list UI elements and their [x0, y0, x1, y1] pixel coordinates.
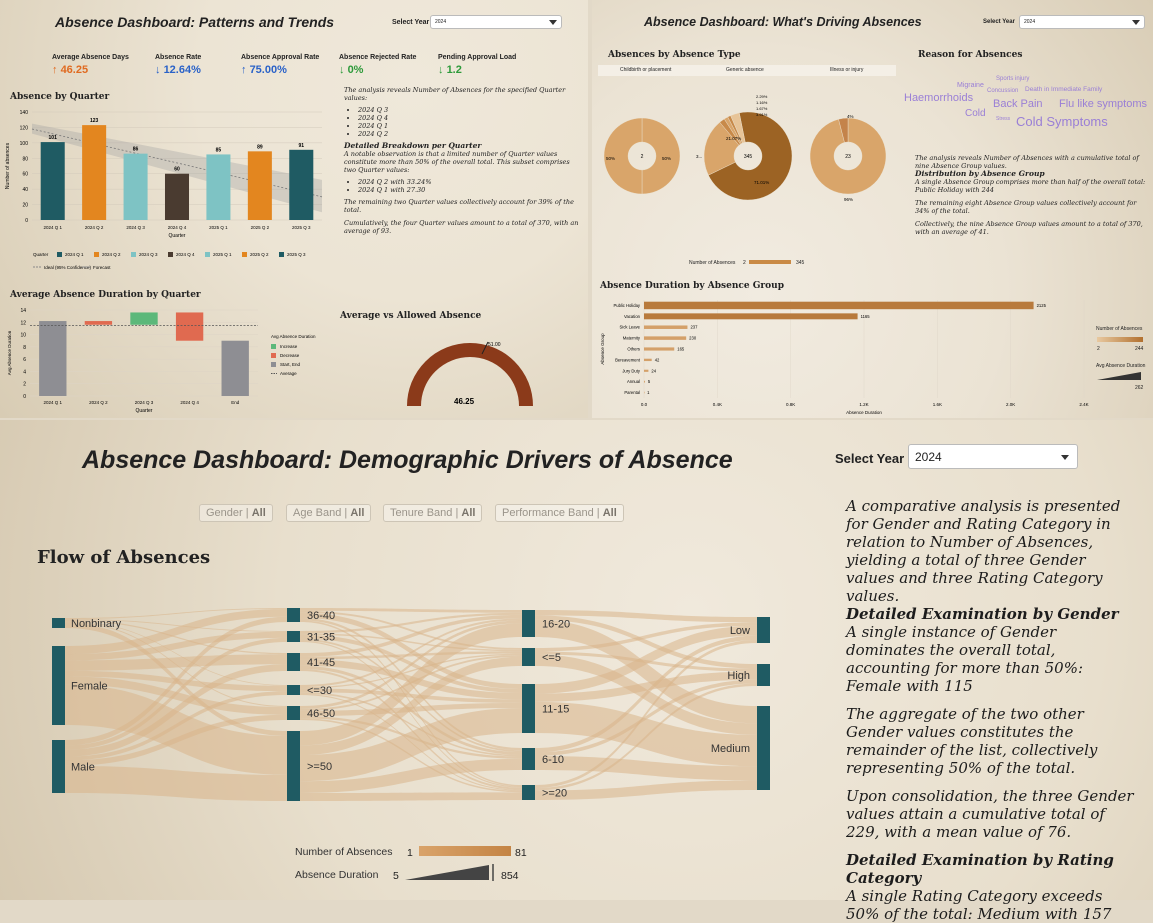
- y-tick-label: 20: [22, 202, 28, 209]
- duration-chart-title: Average Absence Duration by Quarter: [10, 290, 201, 300]
- kpi-value: ↓ 1.2: [438, 64, 462, 76]
- year-select-value: 2024: [1024, 19, 1036, 25]
- x-tick-label: 0.0: [640, 402, 648, 407]
- kpi-label: Absence Rate: [155, 54, 202, 61]
- legend-label: Number of Absences: [295, 846, 393, 858]
- x-axis-title: Quarter: [135, 408, 153, 414]
- y-tick-label: Sick Leave: [619, 324, 640, 330]
- donut-total: 345: [743, 154, 753, 160]
- sankey-node-label: 41-45: [307, 657, 336, 669]
- sankey-node-label: Male: [71, 761, 95, 774]
- data-label: 60: [174, 166, 180, 173]
- bar: [248, 151, 272, 220]
- x-tick-label: 2024 Q 2: [84, 225, 104, 230]
- waterfall-bar: [130, 312, 157, 324]
- sankey-node-label: 6-10: [542, 754, 565, 766]
- demographic-narrative: A comparative analysis is presented for Gender and Rating Category in relation to Number of Absences, yielding a total of three Gender values and three Rating Category values. Detailed Examination by Gender A single instance of Gender dominates the overall total, accounting for more than 50%: Female with 115 The aggregate of the two other Gender values constitutes the remainder of the list, collectively representing 50% of the total. Upon consolidation, the three Gender values attain a cumulative total of 229, with a mean value of 76. Detailed Examination by Rating Category A single Rating Category exceeds 50% of the total: Medium with 157: [846, 497, 1134, 923]
- word: Death in Immediate Family: [1025, 86, 1103, 93]
- x-tick-label: 1.2K: [859, 402, 869, 407]
- bar: [644, 392, 645, 394]
- select-year-label: Select Year: [835, 451, 905, 466]
- duration-waterfall-chart: [0, 302, 330, 417]
- sankey-node: [287, 653, 300, 671]
- y-tick-label: Annual: [626, 379, 640, 385]
- data-label: 123: [89, 118, 99, 125]
- sankey-node-label: Low: [729, 625, 750, 637]
- sankey-node: [287, 731, 300, 801]
- sankey-node: [522, 610, 535, 637]
- legend-label: 2025 Q 1: [213, 252, 232, 257]
- legend-title: Quarter: [33, 252, 49, 257]
- legend-label: 2024 Q 2: [102, 252, 121, 257]
- legend-size-wedge: [405, 863, 497, 883]
- chevron-down-icon: [1061, 455, 1069, 460]
- slice-label: 21.07%: [726, 136, 742, 141]
- sankey-node: [52, 740, 65, 793]
- slice-label: 3.91%: [756, 112, 768, 117]
- data-label: 165: [677, 346, 685, 352]
- legend-min: 5: [393, 870, 399, 882]
- kpi-value: ↑ 46.25: [52, 64, 89, 76]
- kpi-value: ↑ 75.00%: [241, 64, 287, 76]
- absence-group-narrative: The analysis reveals Number of Absences with a cumulative total of nine Absence Group values. Distribution by Absence Group A single Absence Group comprises more than half of the overall total: Public Holiday with 244 The remaining eight Absence Group values collectively account for 34% of the total. Collectively, the nine Absence Group values amount to a total of 370, with an average of 41.: [915, 154, 1146, 236]
- word: Sports injury: [996, 76, 1030, 82]
- legend-label: 2024 Q 3: [139, 252, 158, 257]
- y-tick-label: 0: [23, 394, 26, 400]
- filter-age-band[interactable]: Age Band | All: [286, 504, 371, 522]
- wordcloud-title: Reason for Absences: [918, 50, 1023, 60]
- page-title: Absence Dashboard: Patterns and Trends: [55, 14, 335, 30]
- bar: [644, 381, 645, 383]
- slice-label: 50%: [606, 156, 616, 161]
- legend-swatch: [271, 344, 276, 349]
- select-year-label: Select Year: [392, 19, 430, 26]
- donut-legend-min: 2: [743, 260, 746, 266]
- x-tick-label: 0.4K: [712, 402, 722, 407]
- sankey-node-label: 31-35: [307, 631, 336, 644]
- slice-label: 71.01%: [754, 180, 770, 185]
- year-select[interactable]: [1019, 15, 1145, 29]
- y-tick-label: Bereavement: [615, 357, 640, 363]
- y-tick-label: Public Holiday: [613, 302, 640, 308]
- bar: [644, 347, 674, 350]
- donut-total: 23: [845, 154, 851, 160]
- bar: [82, 125, 106, 220]
- sankey-node-label: Female: [71, 680, 108, 693]
- y-tick-label: 14: [20, 308, 26, 314]
- slice-label: 4%: [847, 114, 854, 119]
- y-tick-label: 100: [19, 140, 28, 147]
- flow-ribbon: [300, 792, 522, 801]
- sankey-node-label: Nonbinary: [71, 618, 122, 630]
- bar: [644, 370, 648, 372]
- legend-label: Ideal (95% Confidence): [44, 265, 92, 270]
- donut-slice: [642, 118, 680, 194]
- x-tick-label: 1.6K: [932, 402, 942, 407]
- slice-label: 1.16%: [756, 100, 768, 105]
- sankey-node-label: >=20: [542, 787, 568, 800]
- y-axis-title: Absence Group: [600, 333, 605, 365]
- sankey-node-label: 11-15: [542, 703, 570, 716]
- filter-tenure-band[interactable]: Tenure Band | All: [383, 504, 482, 522]
- kpi-label: Pending Approval Load: [438, 54, 517, 61]
- legend-label: Increase: [280, 344, 298, 349]
- year-select[interactable]: [430, 15, 562, 29]
- x-tick-label: 2024 Q 4: [180, 400, 199, 405]
- waterfall-bar: [39, 321, 66, 396]
- donut-legend-max: 345: [796, 260, 805, 266]
- legend-min: 1: [407, 847, 413, 859]
- x-tick-label: 2025 Q 1: [209, 225, 228, 230]
- y-tick-label: Maternity: [622, 335, 640, 341]
- bar: [644, 313, 858, 319]
- y-tick-label: 12: [20, 320, 26, 327]
- y-axis-title: Avg Absence Duration: [7, 330, 12, 376]
- legend-label: 2025 Q 2: [250, 252, 269, 257]
- sankey-node-label: 16-20: [542, 618, 571, 631]
- bar: [41, 142, 65, 220]
- gauge-title: Average vs Allowed Absence: [340, 311, 482, 321]
- sankey-node-label: Medium: [710, 743, 750, 755]
- x-tick-label: 2.0K: [1006, 402, 1016, 407]
- word: Concussion: [987, 88, 1019, 94]
- legend-swatch: [279, 252, 284, 257]
- y-tick-label: 2: [23, 381, 26, 388]
- y-tick-label: 0: [25, 218, 28, 224]
- legend-label: Absence Duration: [295, 869, 379, 881]
- data-label: 230: [689, 335, 697, 341]
- donut-header: Illness or injury: [830, 67, 864, 73]
- data-label: 5: [647, 379, 651, 385]
- legend-title: Avg Absence Duration: [271, 334, 316, 339]
- filter-performance-band[interactable]: Performance Band | All: [495, 504, 624, 522]
- legend-color-bar: [1097, 337, 1143, 342]
- slice-label: 2.29%: [756, 94, 768, 99]
- flow-title: Flow of Absences: [37, 547, 211, 568]
- legend-swatch: [131, 252, 136, 257]
- y-tick-label: Jury Duty: [622, 368, 640, 374]
- legend-swatch: [205, 252, 210, 257]
- data-label: 1165: [860, 313, 870, 319]
- legend-swatch: [57, 252, 62, 257]
- legend-swatch: [271, 353, 276, 358]
- slice-label: 1.67%: [756, 106, 768, 111]
- x-tick-label: 2025 Q 3: [292, 225, 311, 230]
- data-label: 237: [690, 324, 698, 330]
- sankey-node-label: <=30: [307, 685, 333, 697]
- legend-max: 244: [1135, 346, 1144, 352]
- panel-whats-driving: [592, 0, 1153, 418]
- gauge-max-label: 51.00: [488, 342, 501, 348]
- x-tick-label: 0.8K: [786, 402, 796, 407]
- y-tick-label: 6: [23, 357, 26, 364]
- y-tick-label: 4: [23, 369, 26, 376]
- legend-max: 854: [501, 870, 519, 882]
- bar: [644, 302, 1034, 310]
- sankey-flow-chart: [0, 600, 800, 810]
- sankey-node-label: 36-40: [307, 610, 336, 622]
- data-label: 86: [132, 146, 139, 153]
- legend-label: Decrease: [280, 353, 300, 358]
- quarter-bar-chart: [0, 104, 330, 274]
- kpi-label: Absence Approval Rate: [241, 54, 320, 61]
- y-tick-label: 60: [22, 171, 28, 178]
- data-label: 42: [654, 357, 660, 363]
- x-tick-label: End: [231, 400, 240, 405]
- donut-total: 2: [640, 154, 644, 160]
- sankey-node: [757, 706, 770, 790]
- x-axis-title: Quarter: [168, 233, 186, 239]
- word: Haemorrhoids: [904, 92, 974, 104]
- bar: [644, 336, 686, 339]
- legend-label: 2024 Q 1: [65, 252, 84, 257]
- waterfall-bar: [85, 321, 112, 325]
- panel-patterns-trends: [0, 0, 588, 418]
- x-tick-label: 2024 Q 3: [134, 400, 154, 405]
- y-tick-label: 8: [23, 344, 26, 351]
- donut-header: Generic absence: [726, 67, 764, 73]
- legend-swatch: [168, 252, 173, 257]
- word: Back Pain: [993, 98, 1043, 110]
- legend-wedge: [1097, 372, 1141, 380]
- legend-label: Average: [280, 371, 297, 376]
- gauge-value: 46.25: [454, 397, 475, 406]
- slice-label: 50%: [662, 156, 672, 161]
- word: Cold Symptoms: [1016, 114, 1108, 129]
- bar: [124, 154, 148, 220]
- bar: [165, 174, 189, 220]
- legend-label: Start, End: [280, 362, 301, 367]
- legend-label: Forecast: [93, 265, 111, 270]
- chevron-down-icon: [1132, 20, 1140, 25]
- flow-ribbon: [535, 780, 757, 800]
- donut-legend-label: Number of Absences: [689, 260, 736, 266]
- data-label: 101: [48, 135, 57, 142]
- sankey-node-label: High: [727, 670, 750, 682]
- quarter-narrative: The analysis reveals Number of Absences for the specified Quarter values: • 2024 Q 3 • 2024 Q 4 • 2024 Q 1 • 2024 Q 2 Detailed Breakdown per Quarter A notable observation is that a limited number of Quarter values constitute more than 50% of the overall total. This subset comprises two Quarter values: • 2024 Q 2 with 33.24% • 2024 Q 1 with 27.30 The remaining two Quarter values collectively account for 39% of the total. Cumulatively, the four Quarter values amount to a total of 370, with an average of 93.: [344, 86, 579, 235]
- sankey-node: [757, 617, 770, 643]
- y-tick-label: 40: [22, 187, 28, 194]
- x-tick-label: 2024 Q 4: [167, 225, 187, 230]
- year-select-value: 2024: [435, 19, 447, 25]
- donut-title: Absences by Absence Type: [608, 50, 741, 60]
- word: Cold: [965, 108, 986, 119]
- x-tick-label: 2025 Q 2: [250, 225, 270, 230]
- y-tick-label: 10: [20, 332, 26, 339]
- panel-demographic-drivers: [0, 420, 1153, 923]
- legend-label: Number of Absences: [1096, 326, 1143, 332]
- donut-header-bar: [598, 65, 896, 76]
- page-title: Absence Dashboard: Demographic Drivers of Absence: [82, 446, 733, 474]
- legend-color-bar: [419, 846, 511, 856]
- sankey-node: [522, 648, 535, 666]
- y-tick-label: Others: [627, 346, 640, 352]
- sankey-node-label: 46-50: [307, 708, 336, 720]
- sankey-node: [757, 664, 770, 686]
- kpi-value: ↓ 0%: [339, 64, 364, 76]
- legend-swatch: [242, 252, 247, 257]
- word-cloud: [901, 74, 1151, 134]
- sankey-node: [287, 608, 300, 622]
- waterfall-bar: [222, 341, 249, 396]
- group-duration-title: Absence Duration by Absence Group: [600, 281, 785, 291]
- x-tick-label: 2024 Q 2: [89, 400, 108, 405]
- legend-max: 81: [515, 847, 527, 859]
- sankey-node: [52, 646, 65, 725]
- year-select[interactable]: [908, 444, 1078, 469]
- y-tick-label: 120: [19, 125, 28, 132]
- x-tick-label: 2024 Q 1: [43, 400, 63, 405]
- y-axis-title: Number of absences: [5, 142, 11, 190]
- y-tick-label: 140: [19, 110, 28, 116]
- donut-legend-bar: [749, 260, 791, 264]
- sankey-node: [287, 631, 300, 642]
- x-tick-label: 2.4K: [1079, 402, 1089, 407]
- chevron-down-icon: [549, 20, 557, 25]
- sankey-node: [287, 706, 300, 720]
- kpi-value: ↓ 12.64%: [155, 64, 201, 76]
- y-tick-label: Vacation: [624, 313, 640, 319]
- donut-charts: [598, 80, 898, 220]
- data-label: 24: [651, 368, 657, 374]
- filter-gender[interactable]: Gender | All: [199, 504, 273, 522]
- year-select-value: 2024: [915, 450, 942, 464]
- legend-max: 262: [1135, 385, 1144, 391]
- bar: [289, 150, 313, 220]
- page-title: Absence Dashboard: What's Driving Absences: [644, 15, 922, 29]
- sankey-node-label: <=5: [542, 652, 561, 664]
- sankey-node: [52, 618, 65, 628]
- bar: [644, 325, 687, 329]
- bar: [206, 154, 230, 220]
- sankey-node: [522, 684, 535, 733]
- donut-header: Childbirth or placement: [620, 67, 672, 73]
- x-tick-label: 2024 Q 1: [43, 225, 62, 230]
- data-label: 85: [215, 147, 222, 154]
- word: Flu like symptoms: [1059, 98, 1148, 110]
- data-label: 91: [298, 142, 305, 149]
- sankey-node: [522, 785, 535, 800]
- select-year-label: Select Year: [983, 19, 1015, 25]
- kpi-label: Absence Rejected Rate: [339, 54, 417, 61]
- waterfall-bar: [176, 312, 203, 340]
- y-tick-label: 80: [22, 156, 28, 163]
- gauge-chart: [400, 330, 540, 418]
- data-label: 89: [257, 144, 263, 151]
- slice-label: 3...: [696, 154, 703, 159]
- data-label: 2125: [1036, 302, 1046, 308]
- legend-min: 2: [1097, 346, 1100, 352]
- y-tick-label: Parental: [624, 390, 640, 396]
- word: Stress: [996, 116, 1011, 122]
- bar: [644, 359, 652, 361]
- legend-label: Avg Absence Duration: [1096, 363, 1146, 369]
- data-label: 1: [647, 390, 650, 396]
- legend-swatch: [271, 362, 276, 367]
- legend-wedge: [405, 865, 489, 880]
- legend-size-wedge: [1097, 371, 1145, 383]
- x-tick-label: 2024 Q 3: [126, 225, 145, 230]
- quarter-chart-title: Absence by Quarter: [10, 92, 110, 102]
- sankey-node-label: >=50: [307, 761, 333, 773]
- sankey-node: [287, 685, 300, 695]
- legend-label: 2025 Q 3: [287, 252, 306, 257]
- sankey-node: [522, 748, 535, 770]
- word: Migraine: [957, 82, 984, 89]
- legend-label: 2024 Q 4: [176, 252, 195, 257]
- slice-label: 96%: [844, 197, 854, 202]
- group-duration-bar-chart: [592, 294, 1092, 418]
- kpi-label: Average Absence Days: [52, 54, 129, 61]
- legend-swatch: [94, 252, 99, 257]
- x-axis-title: Absence Duration: [846, 410, 882, 415]
